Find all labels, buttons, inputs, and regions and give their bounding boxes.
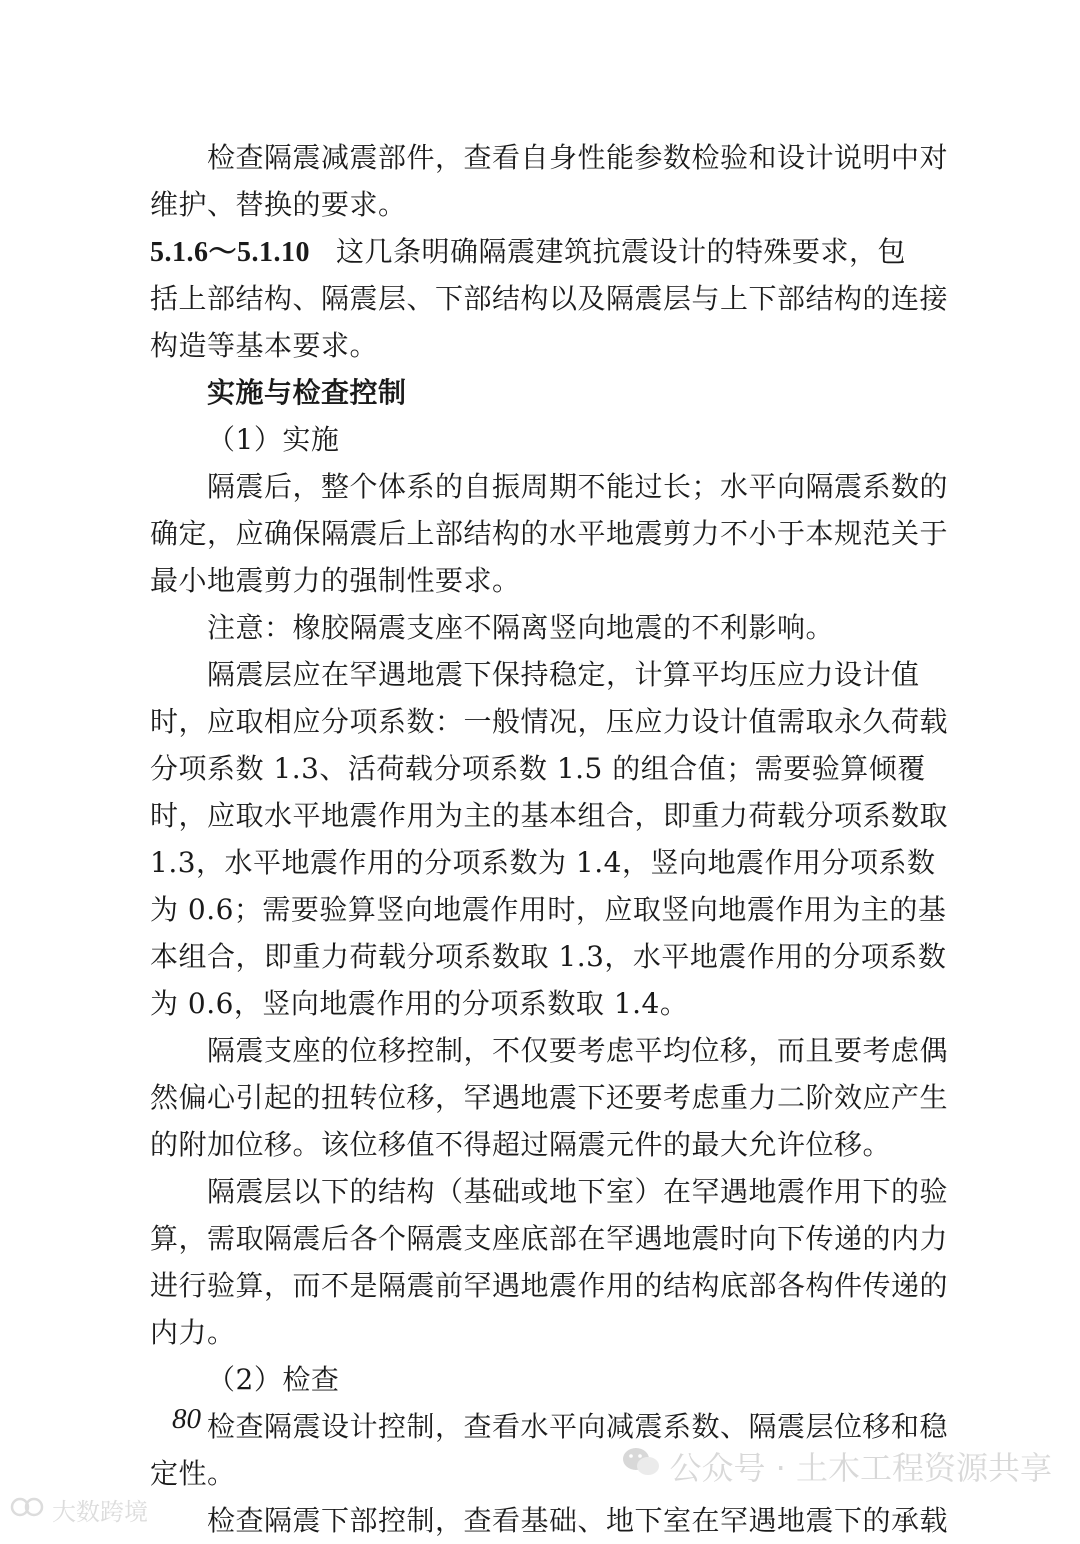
text-line: 时，应取相应分项系数：一般情况，压应力设计值需取永久荷载 xyxy=(150,705,949,738)
text-line: 内力。 xyxy=(150,1316,236,1349)
watermark-right xyxy=(621,1443,1052,1489)
clause-number: 5.1.6～5.1.10 xyxy=(150,237,311,268)
subheading-check: （2）检查 xyxy=(207,1363,340,1396)
text-line: 最小地震剪力的强制性要求。 xyxy=(150,564,521,597)
text-line: 为 0.6；需要验算竖向地震作用时，应取竖向地震作用为主的基 xyxy=(150,893,947,926)
text-line: 定性。 xyxy=(150,1457,236,1490)
text-line: 隔震层应在罕遇地震下保持稳定，计算平均压应力设计值 xyxy=(207,658,920,691)
text-line: 隔震层以下的结构（基础或地下室）在罕遇地震作用下的验 xyxy=(207,1175,949,1208)
wechat-icon xyxy=(621,1445,661,1487)
text-line: 确定，应确保隔震后上部结构的水平地震剪力不小于本规范关于 xyxy=(150,517,949,550)
note-line: 注意：橡胶隔震支座不隔离竖向地震的不利影响。 xyxy=(207,611,835,644)
text-line: 括上部结构、隔震层、下部结构以及隔震层与上下部结构的连接 xyxy=(150,282,949,315)
text-line: 本组合，即重力荷载分项系数取 1.3，水平地震作用的分项系数 xyxy=(150,940,947,973)
text-line: 检查隔震设计控制，查看水平向减震系数、隔震层位移和稳 xyxy=(207,1410,949,1443)
text-line: 的附加位移。该位移值不得超过隔震元件的最大允许位移。 xyxy=(150,1128,892,1161)
text-line: 时，应取水平地震作用为主的基本组合，即重力荷载分项系数取 xyxy=(150,799,949,832)
watermark-right-text: 公众号 · 土木工程资源共享 xyxy=(669,1449,1052,1487)
text-line: 为 0.6，竖向地震作用的分项系数取 1.4。 xyxy=(150,987,689,1020)
text-line: 进行验算，而不是隔震前罕遇地震作用的结构底部各构件传递的 xyxy=(150,1269,949,1302)
text-line: 算，需取隔震后各个隔震支座底部在罕遇地震时向下传递的内力 xyxy=(150,1222,949,1255)
text-line: 1.3，水平地震作用的分项系数为 1.4，竖向地震作用分项系数 xyxy=(150,846,936,879)
watermark-left xyxy=(8,1492,148,1527)
section-heading: 实施与检查控制 xyxy=(207,376,407,409)
text-line: 构造等基本要求。 xyxy=(150,329,379,362)
text-line: 检查隔震下部控制，查看基础、地下室在罕遇地震下的承载 xyxy=(207,1504,949,1537)
watermark-left-text: 大数跨境 xyxy=(52,1498,148,1526)
clause-line xyxy=(150,228,932,275)
logo-icon xyxy=(8,1495,48,1525)
text-line: 隔震支座的位移控制，不仅要考虑平均位移，而且要考虑偶 xyxy=(207,1034,949,1067)
text-line: 维护、替换的要求。 xyxy=(150,188,407,221)
text-line: 然偏心引起的扭转位移，罕遇地震下还要考虑重力二阶效应产生 xyxy=(150,1081,949,1114)
text-line: 这几条明确隔震建筑抗震设计的特殊要求，包 xyxy=(336,235,907,268)
text-line: 隔震后，整个体系的自振周期不能过长；水平向隔震系数的 xyxy=(207,470,949,503)
text-line: 检查隔震减震部件，查看自身性能参数检验和设计说明中对 xyxy=(207,141,949,174)
page-number: 80 xyxy=(172,1403,201,1435)
subheading-implementation: （1）实施 xyxy=(207,423,340,456)
document-page xyxy=(150,134,949,1544)
text-line: 分项系数 1.3、活荷载分项系数 1.5 的组合值；需要验算倾覆 xyxy=(150,752,926,785)
